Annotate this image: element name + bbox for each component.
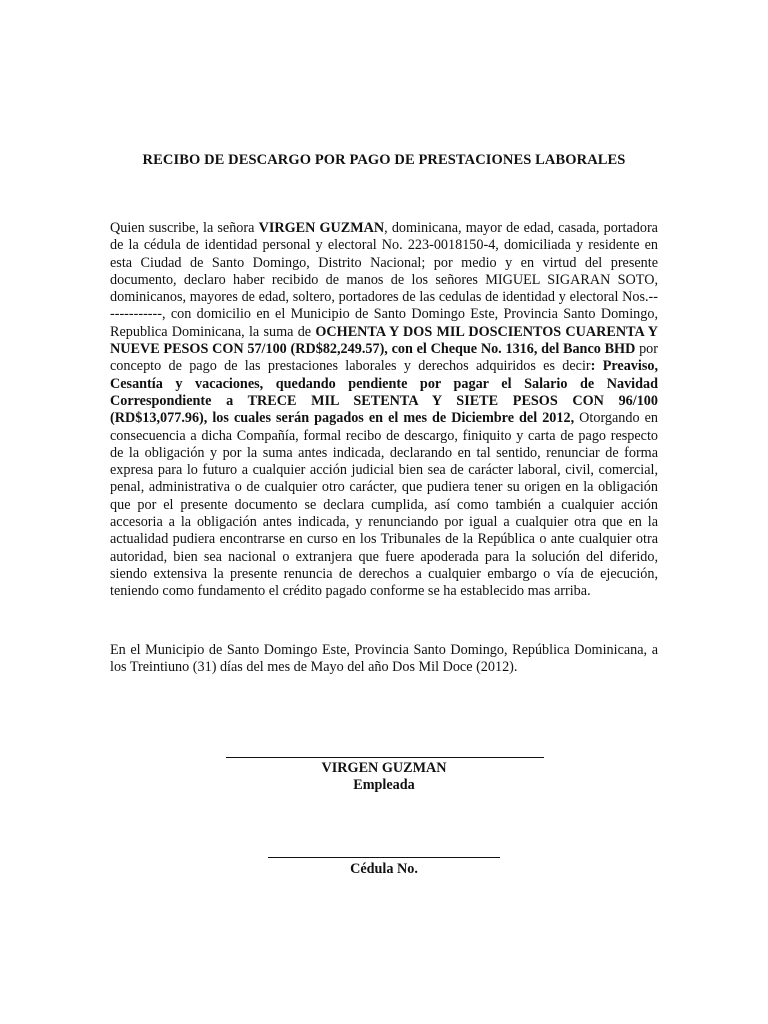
paragraph-segment: Otorgando en consecuencia a dicha Compañía, formal recibo de descargo, finiquito y carta de pago respecto de la obligación y por la suma antes indicada, declarando en tal sentido, renunciar de forma expresa para lo futuro a cualquier acción judicial bien sea de carácter laboral, civil, comercial, penal, administrativa o de cualquier otro carácter, que pudiera tener su origen en la obligación que por el presente documento se declara cumplida, así como también a cualquier acción accesoria a la obligación antes indicada, y renunciando por igual a cualquier otra que en la actualidad pudiera encontrarse en curso en los Tribunales de la República o ante cualquier otra autoridad, bien sea nacional o extranjera que fuere apoderada para la solución del diferido, siendo extensiva la presente renuncia de derechos a cualquier embargo o vía de ejecución, teniendo como fundamento el crédito pagado conforme se ha establecido mas arriba. [110, 410, 658, 600]
document-title: RECIBO DE DESCARGO POR PAGO DE PRESTACIONES LABORALES [142, 152, 626, 168]
amount-bold: OCHENTA Y DOS MIL DOSCIENTOS CUARENTA Y NUEVE PESOS CON 57/100 (RD$82,249.57), con el Cheque No. 1316, del Banco BHD [110, 323, 658, 358]
employee-name-bold: VIRGEN GUZMAN [258, 220, 385, 236]
receipt-paragraph [110, 220, 658, 601]
id-label: Cédula No. [350, 861, 418, 877]
signatory-role: Empleada [353, 777, 415, 793]
paragraph-segment: por concepto de pago de las prestaciones laborales y derechos adquiridos es decir [110, 341, 658, 375]
paragraph-segment: , dominicana, mayor de edad, casada, portadora de la cédula de identidad personal y electoral No. 223-0018150-4, domiciliada y residente en esta Ciudad de Santo Domingo, Distrito Nacional; por medio y en virtud del presente documento, declaro haber recibido de manos de los señores MIGUEL SIGARAN SOTO, dominicanos, mayores de edad, soltero, portadores de las cedulas de identidad y electoral Nos.-------------, con domicilio en el Municipio de Santo Domingo Este, Provincia Santo Domingo, Republica Dominicana, la suma de [110, 220, 658, 340]
paragraph-segment: Quien suscribe, la señora [110, 220, 259, 236]
id-signature-line [268, 857, 500, 858]
closing-paragraph: En el Municipio de Santo Domingo Este, Provincia Santo Domingo, República Dominicana, a los Treintiuno (31) días del mes de Mayo del año Dos Mil Doce (2012). [110, 642, 658, 676]
signatory-name: VIRGEN GUZMAN [321, 760, 447, 776]
concepts-bold: : Preaviso, Cesantía y vacaciones, quedando pendiente por pagar el Salario de Navidad Correspondiente a TRECE MIL SETENTA Y SIETE PESOS CON 96/100 (RD$13,077.96), los cuales serán pagados en el mes de Diciembre del 2012, [110, 358, 658, 427]
signature-line [226, 757, 544, 758]
